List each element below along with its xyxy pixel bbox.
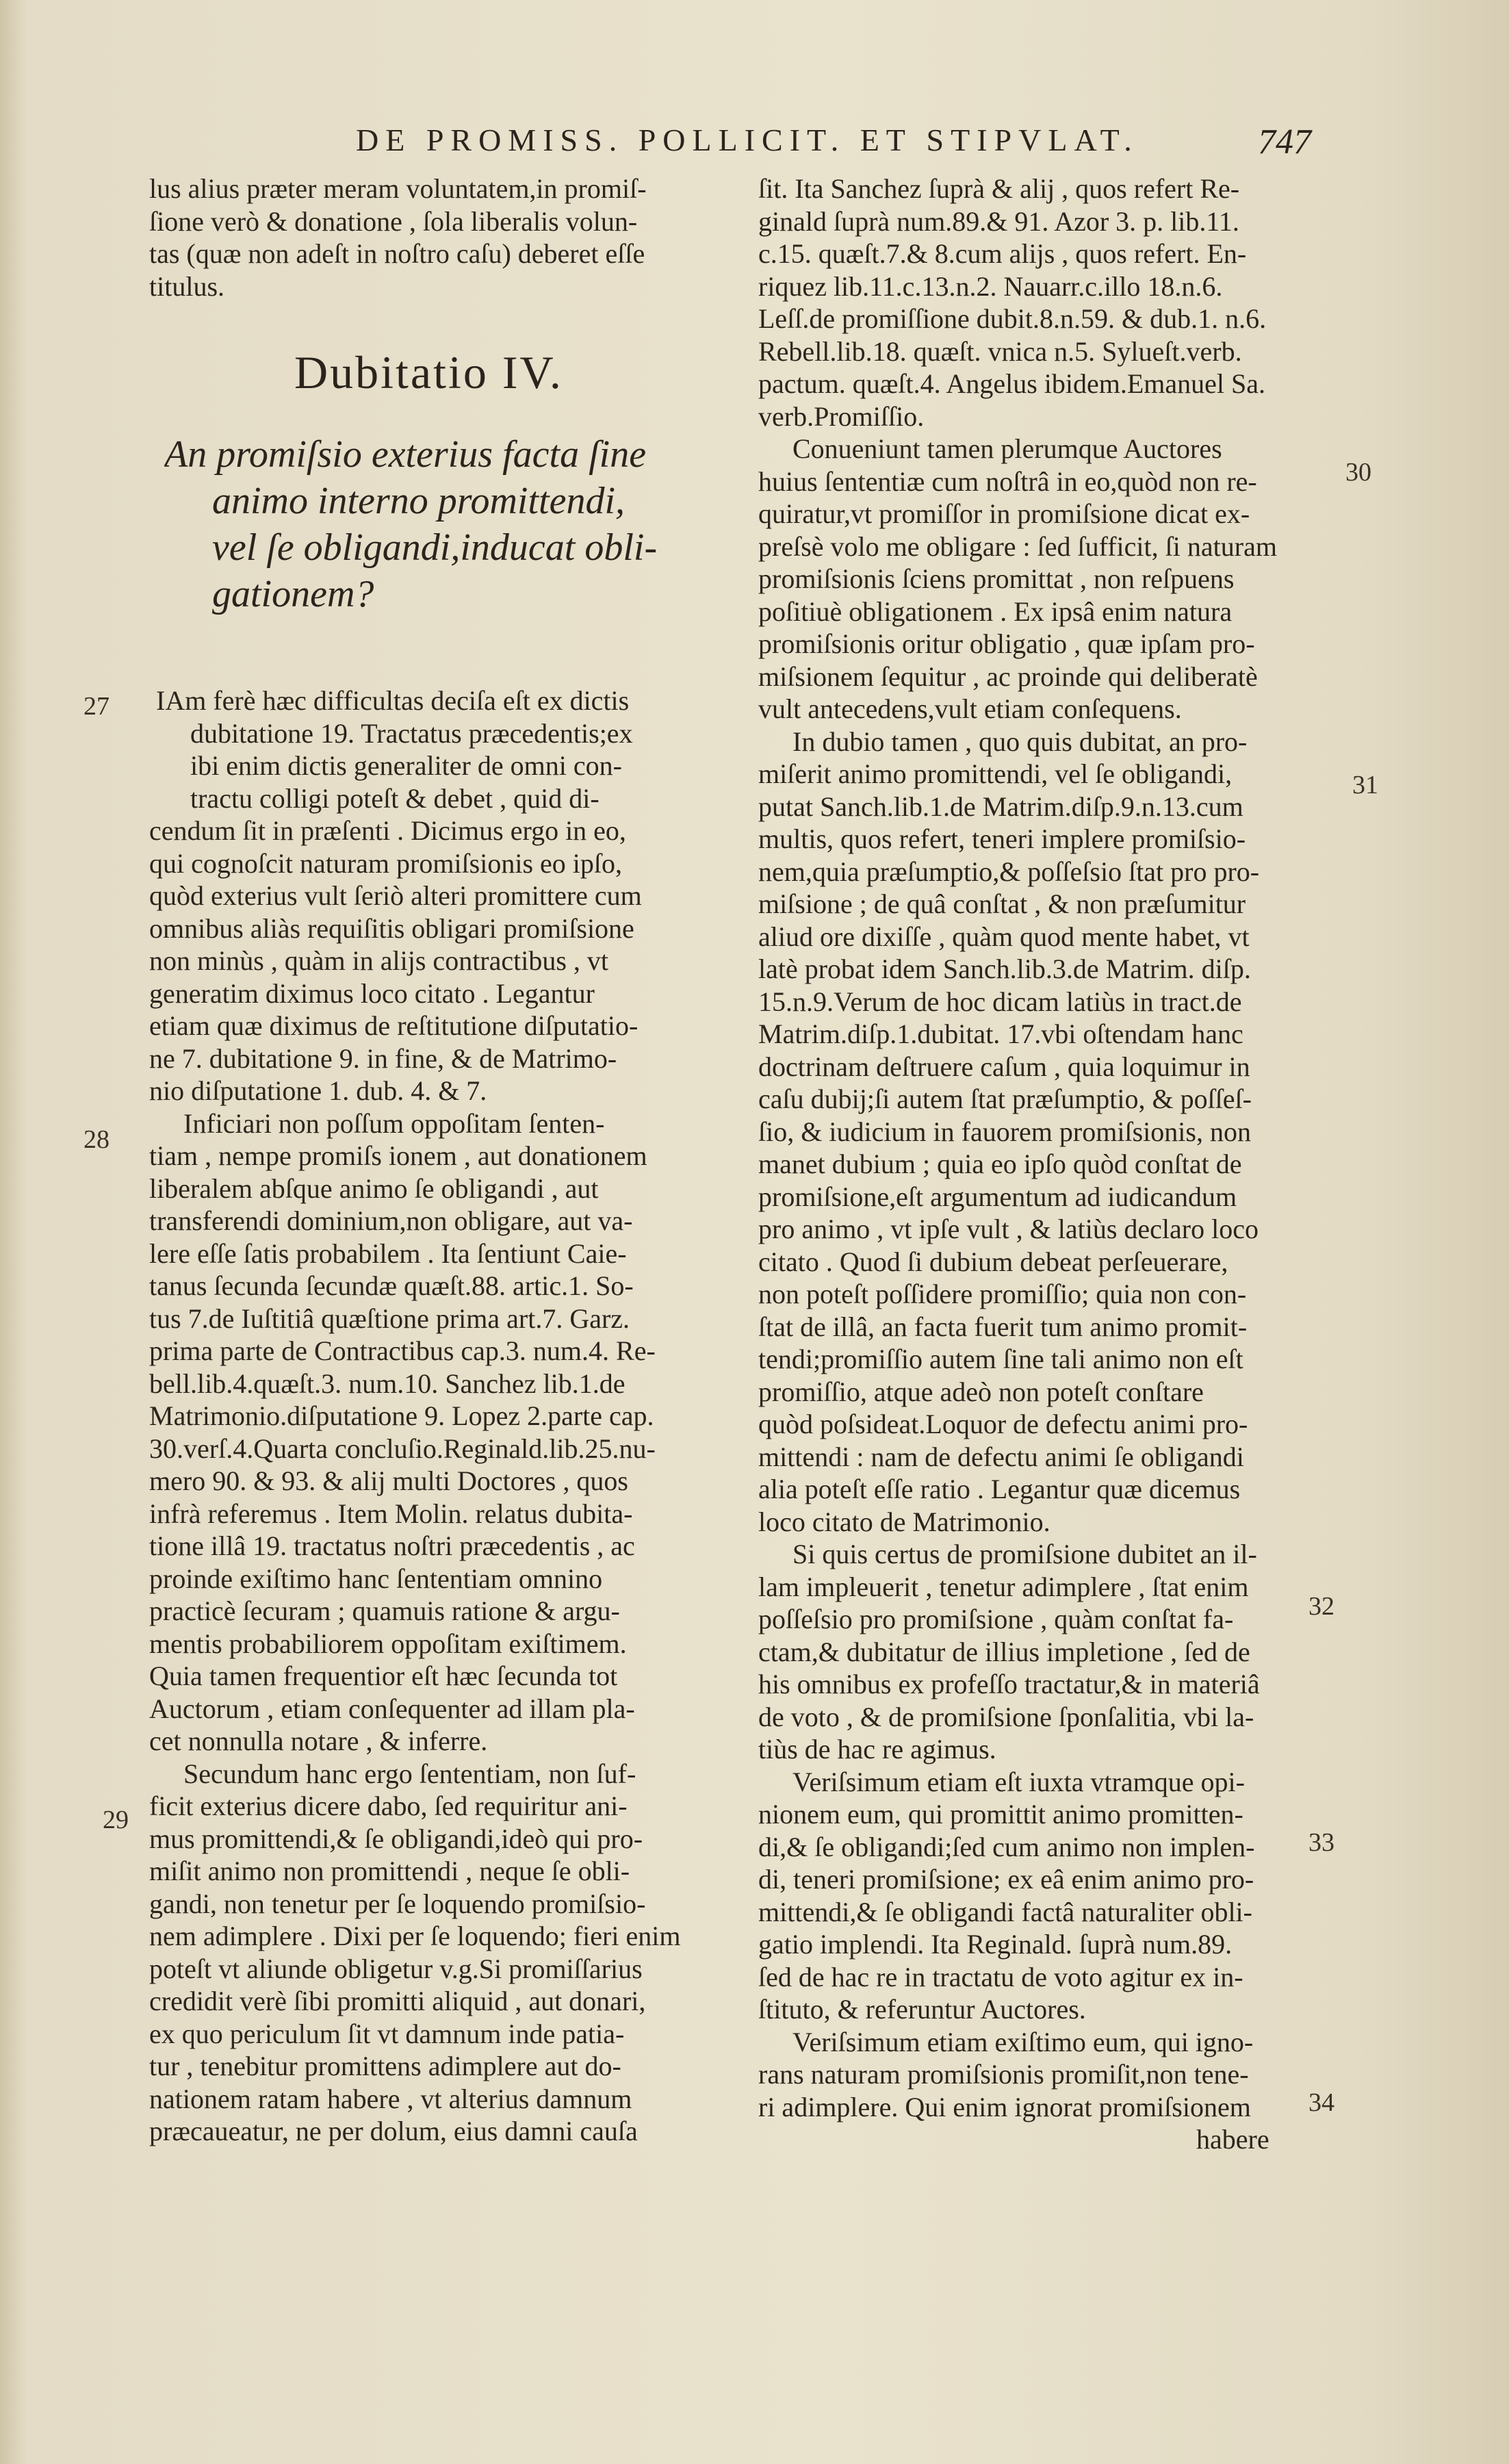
margin-number: 30 xyxy=(1345,458,1371,487)
text-line: 30.verſ.4.Quarta concluſio.Reginald.lib.25.nu- xyxy=(149,1433,656,1464)
text-line: In dubio tamen , quo quis dubitat, an pro- xyxy=(792,726,1248,757)
text-line: riquez lib.11.c.13.n.2. Nauarr.c.illo 18.n.6. xyxy=(758,270,1223,302)
text-line: preſsè volo me obligare : ſed ſufficit, ſi naturam xyxy=(758,530,1277,562)
text-line: putat Sanch.lib.1.de Matrim.diſp.9.n.13.cum xyxy=(758,791,1243,822)
text-line: ſtat de illâ, an facta fuerit tum animo promit- xyxy=(758,1311,1248,1342)
text-line: nionem eum, qui promittit animo promitten- xyxy=(758,1799,1243,1830)
text-line: de voto , & de promiſsione ſponſalitia, vbi la- xyxy=(758,1701,1254,1732)
text-line: ex quo periculum ſit vt damnum inde patia- xyxy=(149,2018,625,2049)
text-line: promiſsione,eſt argumentum ad iudicandum xyxy=(758,1181,1237,1212)
text-line: proinde exiſtimo hanc ſententiam omnino xyxy=(149,1563,603,1594)
text-line: Inficiari non poſſum oppoſitam ſenten- xyxy=(183,1107,605,1139)
text-line: nio diſputatione 1. dub. 4. & 7. xyxy=(149,1075,487,1106)
text-line: Matrimonio.diſputatione 9. Lopez 2.parte cap. xyxy=(149,1400,654,1431)
text-line: Si quis certus de promiſsione dubitet an il- xyxy=(792,1539,1257,1569)
text-line: mus promittendi,& ſe obligandi,ideò qui pro- xyxy=(149,1823,643,1854)
text-line: poteſt vt aliunde obligetur v.g.Si promiſſarius xyxy=(149,1953,643,1984)
text-line: mentis probabiliorem oppoſitam exiſtimem. xyxy=(149,1628,627,1659)
text-line: miſit animo non promittendi , neque ſe obli- xyxy=(149,1856,630,1886)
text-line: tione illâ 19. tractatus noſtri præcedentis , ac xyxy=(149,1530,635,1561)
text-line: ginald ſuprà num.89.& 91. Azor 3. p. lib.11. xyxy=(758,205,1239,237)
text-line: ctam,& dubitatur de illius impletione , ſed de xyxy=(758,1636,1250,1667)
text-line: IAm ferè hæc difficultas deciſa eſt ex dictis xyxy=(156,685,630,716)
text-line: vult antecedens,vult etiam conſequens. xyxy=(758,693,1182,724)
text-line: tanus ſecunda ſecundæ quæſt.88. artic.1. So- xyxy=(149,1270,634,1301)
text-line: ibi enim dictis generaliter de omni con- xyxy=(190,750,622,781)
text-line: quiratur,vt promiſſor in promiſsione dicat ex- xyxy=(758,498,1250,529)
text-line: tiùs de hac re agimus. xyxy=(758,1734,996,1764)
subheading-line: gationem? xyxy=(212,573,374,615)
margin-number: 28 xyxy=(83,1125,109,1154)
text-line: mero 90. & 93. & alij multi Doctores , quos xyxy=(149,1465,628,1496)
text-line: aliud ore dixiſſe , quàm quod mente habet, vt xyxy=(758,921,1250,952)
text-line: tractu colligi poteſt & debet , quid di- xyxy=(190,782,599,814)
text-line: c.15. quæſt.7.& 8.cum alijs , quos refert. En- xyxy=(758,238,1247,269)
text-line: ſio, & iudicium in fauorem promiſsionis, non xyxy=(758,1116,1251,1147)
text-line: huius ſententiæ cum noſtrâ in eo,quòd non re- xyxy=(758,465,1257,497)
margin-number: 33 xyxy=(1308,1828,1334,1857)
section-heading: Dubitatio IV. xyxy=(294,346,563,398)
text-line: di,& ſe obligandi;ſed cum animo non implen- xyxy=(758,1831,1255,1862)
text-line: manet dubium ; quia eo ipſo quòd conſtat de xyxy=(758,1148,1242,1179)
text-line: tur , tenebitur promittens adimplere aut do- xyxy=(149,2051,621,2081)
text-line: tendi;promiſſio autem ſine tali animo non eſt xyxy=(758,1344,1243,1374)
left-column-body xyxy=(149,684,717,2148)
text-line: mittendi : nam de defectu animi ſe obligandi xyxy=(758,1441,1244,1472)
text-line: Quia tamen frequentior eſt hæc ſecunda tot xyxy=(149,1660,618,1691)
text-line: pactum. quæſt.4. Angelus ibidem.Emanuel Sa. xyxy=(758,368,1266,399)
text-line: ſione verò & donatione , ſola liberalis volun- xyxy=(149,205,638,237)
text-line: generatim diximus loco citato . Legantur xyxy=(149,977,595,1009)
text-line: verb.Promiſſio. xyxy=(758,400,925,432)
text-line: pro animo , vt ipſe vult , & latiùs declaro loco xyxy=(758,1214,1259,1244)
text-line: alia poteſt eſſe ratio . Legantur quæ dicemus xyxy=(758,1474,1241,1504)
text-line: Auctorum , etiam conſequenter ad illam pla- xyxy=(149,1693,635,1724)
text-line: titulus. xyxy=(149,270,225,302)
text-line: promiſsionis oritur obligatio , quæ ipſam pro- xyxy=(758,628,1255,659)
text-line: non poteſt poſſidere promiſſio; quia non con- xyxy=(758,1279,1247,1309)
subheading-line: An promiſsio exterius facta ſine xyxy=(164,433,647,476)
page-number: 747 xyxy=(1258,123,1311,162)
text-line: latè probat idem Sanch.lib.3.de Matrim. diſp. xyxy=(758,953,1251,984)
left-column xyxy=(149,172,717,303)
text-line: promiſſio, atque adeò non poteſt conſtare xyxy=(758,1376,1204,1407)
right-column xyxy=(758,172,1326,2156)
text-line: etiam quæ diximus de reſtitutione diſputatio- xyxy=(149,1010,639,1041)
text-line: tus 7.de Iuſtitiâ quæſtione prima art.7. Garz. xyxy=(149,1302,630,1334)
text-line: Veriſsimum etiam eſt iuxta vtramque opi- xyxy=(792,1766,1245,1797)
text-line: Matrim.diſp.1.dubitat. 17.vbi oſtendam hanc xyxy=(758,1018,1243,1049)
text-line: lam impleuerit , tenetur adimplere , ſtat enim xyxy=(758,1571,1249,1602)
text-line: quòd poſsideat.Loquor de defectu animi pro- xyxy=(758,1409,1248,1439)
text-line: doctrinam deſtruere caſum , quia loquimur in xyxy=(758,1051,1250,1082)
text-line: tas (quæ non adeſt in noſtro caſu) deberet eſſe xyxy=(149,238,645,269)
text-line: poſitiuè obligationem . Ex ipsâ enim natura xyxy=(758,595,1233,627)
text-line: qui cognoſcit naturam promiſsionis eo ipſo, xyxy=(149,847,623,879)
text-line: his omnibus ex profeſſo tractatur,& in materiâ xyxy=(758,1669,1260,1699)
text-line: Veriſsimum etiam exiſtimo eum, qui igno- xyxy=(792,2026,1254,2057)
text-line: nem,quia præſumptio,& poſſeſsio ſtat pro pro- xyxy=(758,856,1260,887)
text-line: nem adimplere . Dixi per ſe loquendo; fieri enim xyxy=(149,1921,681,1951)
text-line: non minùs , quàm in alijs contractibus , vt xyxy=(149,945,609,976)
text-line: miſsionem ſequitur , ac proinde qui deliberatè xyxy=(758,660,1258,692)
text-line: tiam , nempe promiſs ionem , aut donationem xyxy=(149,1140,647,1171)
text-line: rans naturam promiſsionis promiſit,non tene- xyxy=(758,2059,1249,2090)
text-line: gatio implendi. Ita Reginald. ſuprà num.89. xyxy=(758,1929,1233,1960)
text-line: ri adimplere. Qui enim ignorat promiſsionem xyxy=(758,2091,1251,2122)
text-line: Conueniunt tamen plerumque Auctores xyxy=(792,433,1222,464)
text-line: miſsione ; de quâ conſtat , & non præſumitur xyxy=(758,888,1246,919)
margin-number: 34 xyxy=(1308,2088,1334,2117)
text-line: ſed de hac re in tractatu de voto agitur ex in- xyxy=(758,1961,1243,1992)
text-line: ne 7. dubitatione 9. in fine, & de Matrimo- xyxy=(149,1042,617,1074)
text-line: omnibus aliàs requiſitis obligari promiſsione xyxy=(149,912,634,944)
text-line: ſtituto, & referuntur Auctores. xyxy=(758,1994,1086,2025)
text-line: quòd exterius vult ſeriò alteri promittere cum xyxy=(149,880,642,911)
text-line: habere xyxy=(1196,2124,1269,2155)
text-line: Leſſ.de promiſſione dubit.8.n.59. & dub.1. n.6. xyxy=(758,303,1267,334)
text-line: prima parte de Contractibus cap.3. num.4. Re- xyxy=(149,1335,656,1366)
text-line: liberalem abſque animo ſe obligandi , aut xyxy=(149,1172,599,1204)
text-line: promiſsionis ſciens promittat , non reſpuens xyxy=(758,563,1235,594)
text-line: credidit verè ſibi promitti aliquid , aut donari, xyxy=(149,1986,646,2016)
text-line: di, teneri promiſsione; ex eâ enim animo pro- xyxy=(758,1864,1254,1895)
text-line: poſſeſsio pro promiſsione , quàm conſtat fa- xyxy=(758,1604,1234,1634)
text-line: multis, quos refert, teneri implere promiſsio- xyxy=(758,823,1246,854)
text-line: caſu dubij;ſi autem ſtat præſumptio, & poſſeſ- xyxy=(758,1083,1252,1114)
text-line: ſit. Ita Sanchez ſuprà & alij , quos refert Re- xyxy=(758,173,1240,204)
text-line: nationem ratam habere , vt alterius damnum xyxy=(149,2083,632,2114)
text-line: ficit exterius dicere dabo, ſed requiritur ani- xyxy=(149,1791,628,1821)
margin-number: 29 xyxy=(103,1806,129,1834)
text-line: gandi, non tenetur per ſe loquendo promiſsio- xyxy=(149,1888,646,1919)
text-line: bell.lib.4.quæſt.3. num.10. Sanchez lib.1.de xyxy=(149,1368,625,1399)
subheading-line: vel ſe obligandi,inducat obli- xyxy=(212,526,658,569)
text-line: cet nonnulla notare , & inferre. xyxy=(149,1725,488,1756)
margin-number: 31 xyxy=(1352,771,1378,799)
margin-number: 27 xyxy=(83,692,109,721)
text-line: cendum ſit in præſenti . Dicimus ergo in eo, xyxy=(149,815,626,846)
text-line: mittendi,& ſe obligandi factâ naturaliter obli- xyxy=(758,1896,1252,1927)
text-line: infrà referemus . Item Molin. relatus dubita- xyxy=(149,1498,633,1529)
text-line: Secundum hanc ergo ſententiam, non ſuf- xyxy=(183,1758,636,1789)
text-line: dubitatione 19. Tractatus præcedentis;ex xyxy=(190,717,633,749)
text-line: lus alius præter meram voluntatem,in promiſ- xyxy=(149,173,647,204)
text-line: miſerit animo promittendi, vel ſe obligandi, xyxy=(758,758,1233,789)
margin-number: 32 xyxy=(1308,1592,1334,1621)
text-line: loco citato de Matrimonio. xyxy=(758,1506,1050,1537)
question-subheading xyxy=(164,431,725,617)
text-line: transferendi dominium,non obligare, aut va- xyxy=(149,1205,633,1236)
text-line: Rebell.lib.18. quæſt. vnica n.5. Sylueſt.verb. xyxy=(758,335,1242,367)
text-line: lere eſſe ſatis probabilem . Ita ſentiunt Caie- xyxy=(149,1237,627,1269)
text-line: præcaueatur, ne per dolum, eius damni cauſa xyxy=(149,2116,638,2146)
text-line: citato . Quod ſi dubium debeat perſeuerare, xyxy=(758,1246,1228,1277)
text-line: practicè ſecuram ; quamuis ratione & argu- xyxy=(149,1595,620,1626)
text-line: 15.n.9.Verum de hoc dicam latiùs in tract.de xyxy=(758,986,1242,1017)
running-title: DE PROMISS. POLLICIT. ET STIPVLAT. xyxy=(356,123,1139,157)
subheading-line: animo interno promittendi, xyxy=(212,480,625,522)
